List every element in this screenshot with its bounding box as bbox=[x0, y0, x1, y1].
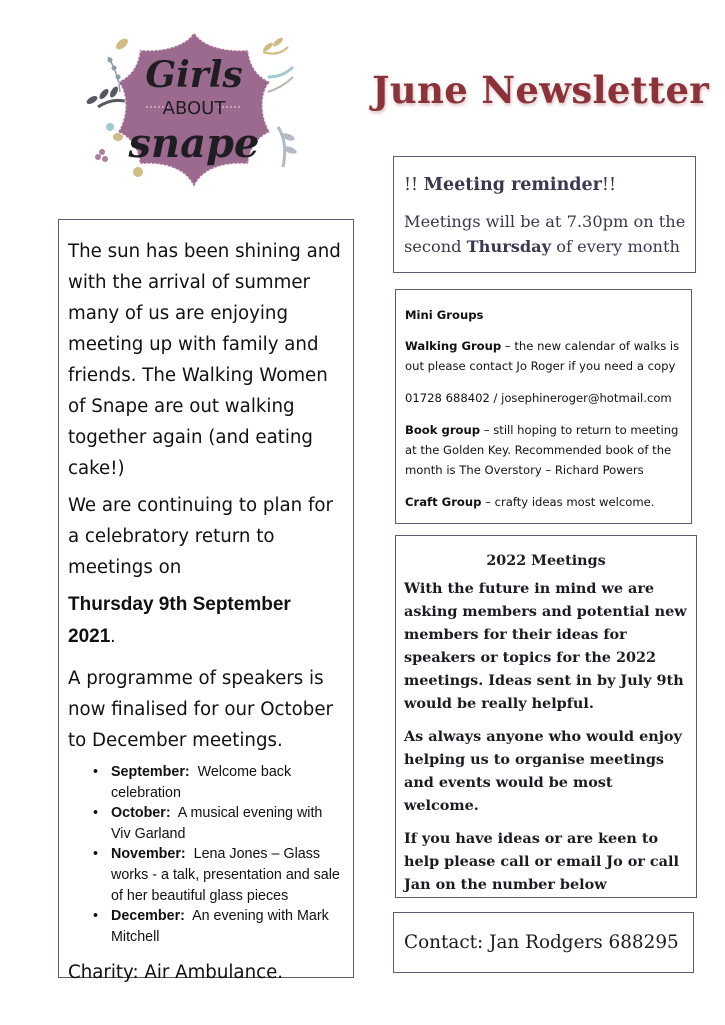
speaker-month: December: bbox=[111, 908, 185, 925]
speaker-item-december bbox=[93, 906, 343, 947]
bullet-icon: • bbox=[93, 805, 99, 822]
speaker-item-november bbox=[93, 844, 343, 906]
meetings-2022-box bbox=[395, 535, 697, 898]
svg-text:snape: snape bbox=[128, 120, 260, 167]
speaker-month: September: bbox=[111, 764, 190, 780]
intro-paragraph: The sun has been shining and with the arrival of summer many of us are enjoying meeting up with family and friends. The Walking Women of Snape are out walking together again (and eating cake!) bbox=[68, 241, 341, 479]
reminder-text: second bbox=[404, 237, 467, 256]
speaker-item-september bbox=[93, 762, 343, 803]
reminder-prefix: !! bbox=[404, 175, 424, 195]
meetings-2022-title: 2022 Meetings bbox=[486, 553, 606, 569]
bullet-icon: • bbox=[93, 846, 99, 863]
svg-text:Girls: Girls bbox=[145, 54, 243, 96]
reminder-heading bbox=[404, 171, 685, 199]
speaker-list bbox=[68, 762, 343, 947]
speaker-detail: A musical evening with Viv Garland bbox=[111, 805, 323, 842]
logo-graphic-icon bbox=[78, 22, 310, 198]
book-group-text: – still hoping to return to meeting at the Golden Key. Recommended book of the month is The Overstory – Richard Powers bbox=[405, 423, 679, 477]
meetings-2022-para-2: As always anyone who would enjoy helping us to organise meetings and events would be most welcome. bbox=[404, 728, 682, 814]
reminder-day: Thursday bbox=[466, 237, 552, 256]
main-news-box bbox=[58, 219, 354, 984]
speaker-detail: Lena Jones – Glass works - a talk, presentation and sale of her beautiful glass pieces bbox=[111, 846, 340, 904]
page-title: June Newsletter bbox=[372, 68, 710, 112]
walking-group-text: – the new calendar of walks is out please contact Jo Roger if you need a copy bbox=[405, 339, 680, 373]
mini-groups-heading: Mini Groups bbox=[405, 308, 484, 322]
speaker-item-october bbox=[93, 803, 343, 844]
girls-about-snape-logo bbox=[78, 22, 310, 198]
speaker-detail: An evening with Mark Mitchell bbox=[111, 908, 329, 945]
plan-paragraph: We are continuing to plan for a celebratory return to meetings on bbox=[68, 495, 333, 578]
charity-line: Charity: Air Ambulance. bbox=[68, 962, 284, 984]
bullet-icon: • bbox=[93, 764, 99, 780]
walking-group-item bbox=[405, 336, 685, 376]
contact-box bbox=[393, 912, 694, 973]
reminder-line-2 bbox=[404, 234, 685, 259]
walking-group-contact: 01728 688402 / josephineroger@hotmail.com bbox=[405, 391, 672, 405]
craft-group-item bbox=[405, 492, 685, 512]
speaker-detail: Welcome back celebration bbox=[111, 764, 292, 801]
svg-text:ABOUT: ABOUT bbox=[162, 98, 226, 119]
bullet-icon: • bbox=[93, 908, 99, 925]
book-group-label: Book group bbox=[405, 423, 481, 437]
return-date-period: . bbox=[110, 626, 116, 647]
walking-group-label: Walking Group bbox=[405, 339, 502, 353]
reminder-text: of every month bbox=[551, 237, 680, 256]
contact-text: Contact: Jan Rodgers 688295 bbox=[404, 932, 679, 953]
craft-group-text: – crafty ideas most welcome. bbox=[481, 495, 655, 509]
craft-group-label: Craft Group bbox=[405, 495, 482, 509]
reminder-line-1: Meetings will be at 7.30pm on the bbox=[404, 212, 686, 231]
return-date bbox=[68, 589, 343, 653]
reminder-suffix: !! bbox=[601, 175, 616, 195]
return-date-text: Thursday 9th September 2021 bbox=[68, 594, 291, 647]
meetings-2022-para-3: If you have ideas or are keen to help please call or email Jo or call Jan on the number below bbox=[404, 830, 679, 893]
book-group-item bbox=[405, 420, 685, 480]
reminder-heading-text: Meeting reminder bbox=[423, 175, 602, 195]
meeting-reminder-box bbox=[393, 156, 696, 273]
programme-paragraph: A programme of speakers is now finalised for our October to December meetings. bbox=[68, 668, 334, 751]
mini-groups-box bbox=[395, 289, 692, 524]
speaker-month: October: bbox=[111, 805, 171, 822]
meetings-2022-para-1: With the future in mind we are asking members and potential new members for their ideas for speakers or topics for the 2022 meetings. Ideas sent in by July 9th would be really helpful. bbox=[404, 580, 687, 712]
speaker-month: November: bbox=[111, 846, 186, 863]
